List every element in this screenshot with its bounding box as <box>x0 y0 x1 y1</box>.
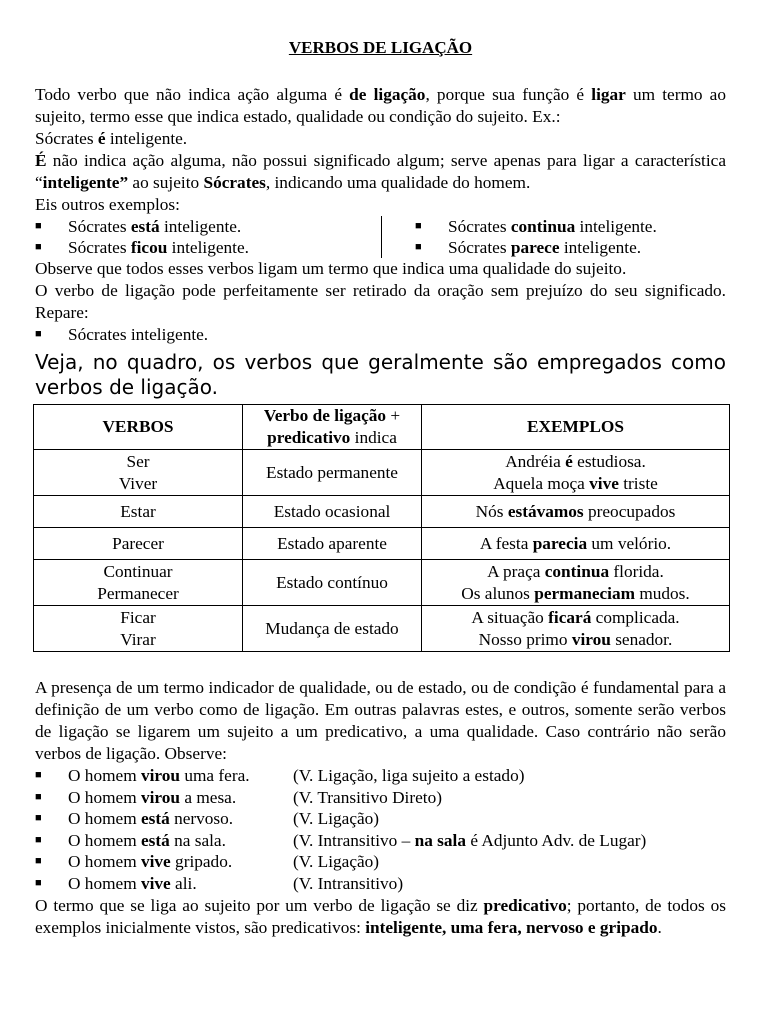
examples-grid <box>35 216 726 258</box>
text: Todo verbo que não indica ação alguma é <box>35 85 350 104</box>
text: O homem <box>68 787 141 807</box>
quality-paragraph: A presença de um termo indicador de qualidade, ou de estado, ou de condição é fundamental para a definição de um verbo como de ligação. Em outras palavras estes, e outros, somente serão verbos de ligação se ligarem um sujeito a um predicativo, a uma qualidade. Caso contrário não serão verbos de ligação. Observe: <box>35 678 726 763</box>
list-item <box>35 216 381 237</box>
text: A festa <box>479 533 533 553</box>
text: Sócrates <box>68 238 131 257</box>
bold-text: inteligente, uma fera, nervoso e gripado <box>365 917 658 937</box>
text: A praça <box>487 561 545 581</box>
bold-text: está <box>130 217 160 236</box>
text: nervoso. <box>169 809 234 829</box>
verb-cell <box>34 560 243 606</box>
text: Viver <box>118 473 158 493</box>
bold-text: estávamos <box>507 501 584 521</box>
list-item <box>35 324 726 346</box>
list-item <box>35 873 726 895</box>
bullet-icon: ■ <box>415 241 422 253</box>
table-header-row <box>34 405 730 450</box>
text: (V. Ligação) <box>293 809 380 829</box>
text: a mesa. <box>180 787 237 807</box>
verb-cell <box>34 606 243 652</box>
text: é Adjunto Adv. de Lugar) <box>466 830 647 850</box>
text: . <box>657 917 662 937</box>
table-intro: Veja, no quadro, os verbos que geralmente são empregados como verbos de ligação. <box>35 350 726 399</box>
intro-example <box>35 128 726 150</box>
text: Sócrates inteligente. <box>68 325 209 344</box>
bold-text: Sócrates <box>203 173 266 192</box>
examples-right-column <box>381 216 715 258</box>
observation-paragraph: Observe que todos esses verbos ligam um termo que indica uma qualidade do sujeito. <box>35 259 627 278</box>
text: O homem <box>68 852 141 872</box>
bold-text: ligar <box>591 85 626 104</box>
text: não indica ação alguma, não possui significado algum; serve apenas para ligar a característica “ <box>35 151 726 192</box>
table-row <box>34 496 730 528</box>
removal-paragraph: O verbo de ligação pode perfeitamente ser retirado da oração sem prejuízo do seu significado. Repare: <box>35 281 726 322</box>
text: O homem <box>68 830 141 850</box>
text: na sala. <box>169 830 226 850</box>
bold-text: de ligação <box>349 85 426 104</box>
text: Virar <box>120 629 156 649</box>
bullet-icon: ■ <box>415 220 422 232</box>
bullet-icon: ■ <box>35 876 42 889</box>
column-header <box>243 405 422 450</box>
text: Permanecer <box>97 583 179 603</box>
bold-text: É <box>35 151 47 170</box>
text: preocupados <box>583 501 676 521</box>
bold-text: virou <box>140 787 181 807</box>
text: Ficar <box>120 607 156 627</box>
more-examples-label: Eis outros exemplos: <box>35 195 180 214</box>
column-header: VERBOS <box>34 405 243 450</box>
text: O homem <box>68 873 141 893</box>
list-item <box>35 851 726 873</box>
text: A situação <box>471 607 549 627</box>
text: O termo que se liga ao sujeito por um verbo de ligação se diz <box>35 895 484 915</box>
table-row <box>34 450 730 496</box>
bold-text: virou <box>571 629 611 649</box>
example-cell <box>422 560 730 606</box>
text: uma fera. <box>180 766 250 785</box>
bullet-icon: ■ <box>35 855 42 868</box>
text: inteligente. <box>559 238 642 257</box>
indicates-cell: Estado contínuo <box>243 560 422 606</box>
text: florida. <box>609 561 664 581</box>
bold-text: vive <box>140 873 171 893</box>
bold-text: na sala <box>414 830 466 850</box>
indicates-cell: Estado permanente <box>243 450 422 496</box>
bullet-icon: ■ <box>35 220 42 232</box>
text: Continuar <box>103 561 173 581</box>
text: Nós <box>475 501 508 521</box>
table-row <box>34 528 730 560</box>
text: ao sujeito <box>128 173 204 192</box>
examples-list <box>35 765 726 895</box>
example-cell <box>422 450 730 496</box>
list-item <box>35 808 726 830</box>
indicates-cell: Mudança de estado <box>243 606 422 652</box>
text: Nosso primo <box>478 629 572 649</box>
conclusion-paragraph <box>35 895 726 939</box>
page-title: VERBOS DE LIGAÇÃO <box>288 38 473 57</box>
spacer <box>35 652 726 677</box>
bold-text: parece <box>510 238 560 257</box>
text: (V. Transitivo Direto) <box>293 787 442 807</box>
explanation-paragraph <box>35 150 726 194</box>
text: um velório. <box>587 533 672 553</box>
text: indica <box>350 428 397 447</box>
text: Sócrates <box>68 217 131 236</box>
bold-text: vive <box>589 473 619 493</box>
text: Os alunos <box>461 583 535 603</box>
bold-text: permaneciam <box>534 583 635 603</box>
text: ; portanto, de todos os exemplos inicialmente vistos, são predicativos: <box>35 895 726 937</box>
text: triste <box>618 473 658 493</box>
intro-paragraph <box>35 84 726 128</box>
bold-text: parecia <box>532 533 588 553</box>
bold-text: está <box>140 830 170 850</box>
text: (V. Intransitivo – <box>293 830 415 850</box>
bullet-icon: ■ <box>35 769 42 781</box>
text: inteligente. <box>105 129 188 148</box>
text: O homem <box>68 809 141 829</box>
example-cell <box>422 496 730 528</box>
list-item <box>35 765 726 787</box>
list-item <box>35 830 726 852</box>
bullet-icon: ■ <box>35 241 42 253</box>
list-item <box>35 237 381 258</box>
text: complicada. <box>591 607 680 627</box>
bullet-icon: ■ <box>35 812 42 825</box>
text: Sócrates <box>448 217 511 236</box>
text: , indicando uma qualidade do homem. <box>265 173 531 192</box>
verb-cell <box>34 450 243 496</box>
list-item <box>415 216 715 237</box>
text: (V. Intransitivo) <box>293 873 404 893</box>
text: , porque sua função é <box>425 85 592 104</box>
text: O homem <box>68 766 141 785</box>
list-item <box>35 787 726 809</box>
bold-text: continua <box>544 561 610 581</box>
text: inteligente. <box>159 217 242 236</box>
text: (V. Ligação) <box>293 852 380 872</box>
column-header: EXEMPLOS <box>422 405 730 450</box>
table-row <box>34 560 730 606</box>
bold-text: é <box>97 129 106 148</box>
text: inteligente. <box>575 217 657 236</box>
text: Sócrates <box>448 238 511 257</box>
bold-text: está <box>140 809 170 829</box>
bold-text: predicativo <box>483 895 567 915</box>
table-row <box>34 606 730 652</box>
text: Andréia <box>505 451 566 471</box>
bold-text: inteligente” <box>42 173 129 192</box>
verb-cell: Parecer <box>34 528 243 560</box>
example-cell <box>422 606 730 652</box>
text: (V. Ligação, liga sujeito a estado) <box>293 766 525 785</box>
bullet-icon: ■ <box>35 790 42 803</box>
bullet-icon: ■ <box>35 328 42 340</box>
bold-text: vive <box>140 852 171 872</box>
bold-text: predicativo <box>267 428 351 447</box>
bullet-icon: ■ <box>35 833 42 846</box>
indicates-cell: Estado aparente <box>243 528 422 560</box>
text: um termo ao sujeito, termo esse que indica estado, qualidade ou condição do sujeito. Ex.: <box>35 85 726 126</box>
text: + <box>386 406 401 425</box>
verb-cell: Estar <box>34 496 243 528</box>
indicates-cell: Estado ocasional <box>243 496 422 528</box>
text: Ser <box>126 451 150 471</box>
document-page <box>35 38 726 939</box>
text: Sócrates <box>35 129 98 148</box>
text: mudos. <box>635 583 690 603</box>
verbs-table <box>33 404 730 652</box>
text: gripado. <box>170 852 233 872</box>
bold-text: ficará <box>548 607 592 627</box>
text: inteligente. <box>167 238 249 257</box>
bold-text: ficou <box>130 238 168 257</box>
example-cell <box>422 528 730 560</box>
bold-text: Verbo de ligação <box>263 406 387 425</box>
bold-text: continua <box>510 217 576 236</box>
examples-left-column <box>35 216 381 258</box>
text: Aquela moça <box>493 473 590 493</box>
bold-text: virou <box>140 766 181 785</box>
text: ali. <box>170 873 197 893</box>
list-item <box>415 237 715 258</box>
text: senador. <box>610 629 673 649</box>
bold-text: é <box>565 451 573 471</box>
text: estudiosa. <box>572 451 646 471</box>
